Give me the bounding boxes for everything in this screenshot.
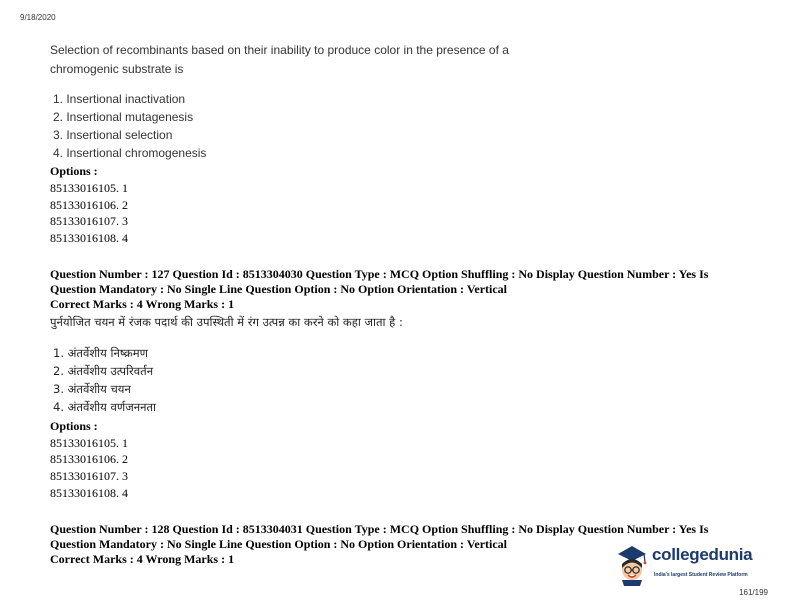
logo-wordmark: collegedunia [652,545,753,564]
option-id-1: 85133016105. 1 [50,436,128,450]
question-text-hindi: पुर्नयोजित चयन में रंजक पदार्थ की उपस्थिती में रंग उत्पन्न का करने को कहा जाता है : [50,315,403,329]
choice-1: 1. Insertional inactivation [53,92,186,106]
choice-2: 2. अंतर्वेशीय उत्परिवर्तन [53,364,154,378]
question-text-line-1: Selection of recombinants based on their inability to produce color in the presence of a [50,43,509,57]
option-id-2: 85133016106. 2 [50,452,128,466]
question-text-line-2: chromogenic substrate is [50,62,184,76]
options-label: Options : [50,164,98,178]
option-id-3: 85133016107. 3 [50,214,128,228]
question-marks: Correct Marks : 4 Wrong Marks : 1 [50,552,235,566]
option-id-1: 85133016105. 1 [50,181,128,195]
logo-tagline: India's largest Student Review Platform [654,572,748,578]
choice-3: 3. अंतर्वेशीय चयन [53,382,131,396]
page-number: 161/199 [739,588,768,597]
options-label: Options : [50,419,98,433]
collegedunia-logo [614,542,764,586]
print-date: 9/18/2020 [20,13,56,22]
question-meta-line-1: Question Number : 128 Question Id : 8513304031 Question Type : MCQ Option Shuffling : No Display Question Number : Yes Is [50,522,709,536]
option-id-2: 85133016106. 2 [50,198,128,212]
option-id-4: 85133016108. 4 [50,231,128,245]
choice-3: 3. Insertional selection [53,128,173,142]
choice-2: 2. Insertional mutagenesis [53,110,194,124]
question-meta-line-2: Question Mandatory : No Single Line Question Option : No Option Orientation : Vertical [50,282,508,296]
question-meta-line-2: Question Mandatory : No Single Line Question Option : No Option Orientation : Vertical [50,537,508,551]
mascot-icon [614,542,650,586]
question-meta-line-1: Question Number : 127 Question Id : 8513304030 Question Type : MCQ Option Shuffling : No Display Question Number : Yes Is [50,267,709,281]
choice-1: 1. अंतर्वेशीय निष्क्रमण [53,346,148,360]
option-id-4: 85133016108. 4 [50,486,128,500]
option-id-3: 85133016107. 3 [50,469,128,483]
question-marks: Correct Marks : 4 Wrong Marks : 1 [50,297,235,311]
choice-4: 4. Insertional chromogenesis [53,146,207,160]
choice-4: 4. अंतर्वेशीय वर्णजननता [53,400,157,414]
